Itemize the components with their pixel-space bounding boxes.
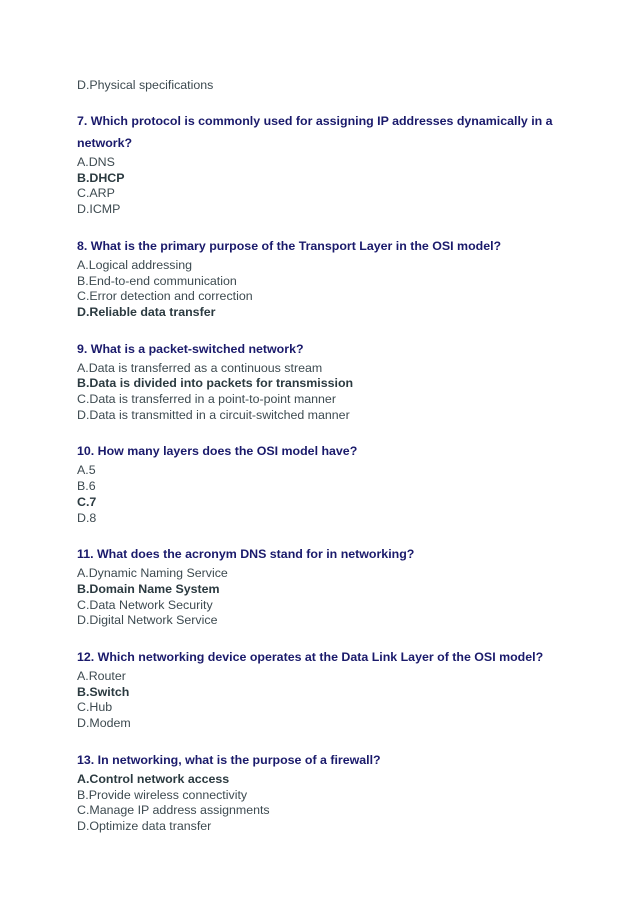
correct-answer-option: C.7	[77, 494, 97, 509]
answer-option: B.Provide wireless connectivity	[77, 787, 248, 802]
answer-option: C.Manage IP address assignments	[77, 803, 270, 818]
answer-option: A.Logical addressing	[77, 257, 193, 272]
answer-option: D.8	[77, 510, 97, 525]
answer-option: D.Optimize data transfer	[77, 818, 212, 833]
question-text: 11. What does the acronym DNS stand for in networking?	[77, 547, 415, 562]
correct-answer-option: A.Control network access	[77, 771, 230, 786]
question-block	[77, 338, 577, 424]
answer-option: D.Data is transmitted in a circuit-switched manner	[77, 407, 350, 422]
question-block	[77, 110, 577, 218]
correct-answer-option: D.Reliable data transfer	[77, 304, 216, 319]
question-text: 13. In networking, what is the purpose of a firewall?	[77, 752, 381, 767]
answer-option: A.Data is transferred as a continuous stream	[77, 360, 323, 375]
question-text: 7. Which protocol is commonly used for assigning IP addresses dynamically in a network?	[77, 114, 553, 150]
answer-option: C.Data is transferred in a point-to-point manner	[77, 392, 336, 407]
answer-option: A.Dynamic Naming Service	[77, 566, 228, 581]
answer-option: D.Digital Network Service	[77, 613, 218, 628]
answer-option: A.5	[77, 463, 96, 478]
answer-option: A.Router	[77, 669, 126, 684]
correct-answer-option: B.Switch	[77, 684, 130, 699]
answer-option: C.ARP	[77, 186, 115, 201]
question-list	[77, 110, 577, 835]
answer-option: C.Data Network Security	[77, 597, 213, 612]
question-text: 8. What is the primary purpose of the Transport Layer in the OSI model?	[77, 238, 502, 253]
answer-option: A.DNS	[77, 155, 115, 169]
correct-answer-option: B.Data is divided into packets for transmission	[77, 376, 354, 391]
question-block	[77, 440, 577, 526]
quiz-content	[77, 77, 577, 835]
question-block	[77, 646, 577, 732]
question-block	[77, 543, 577, 629]
question-text: 9. What is a packet-switched network?	[77, 341, 304, 356]
answer-option: C.Error detection and correction	[77, 289, 253, 304]
answer-option: C.Hub	[77, 700, 113, 715]
answer-option: B.End-to-end communication	[77, 273, 237, 288]
question-text: 12. Which networking device operates at the Data Link Layer of the OSI model?	[77, 650, 544, 665]
correct-answer-option: B.Domain Name System	[77, 581, 220, 596]
answer-option: D.ICMP	[77, 202, 121, 217]
answer-option: B.6	[77, 479, 96, 494]
carryover-option: D.Physical specifications	[77, 78, 214, 92]
question-block	[77, 235, 577, 321]
correct-answer-option: B.DHCP	[77, 170, 125, 185]
question-text: 10. How many layers does the OSI model have?	[77, 444, 358, 459]
question-block	[77, 749, 577, 835]
answer-option: D.Modem	[77, 716, 131, 731]
